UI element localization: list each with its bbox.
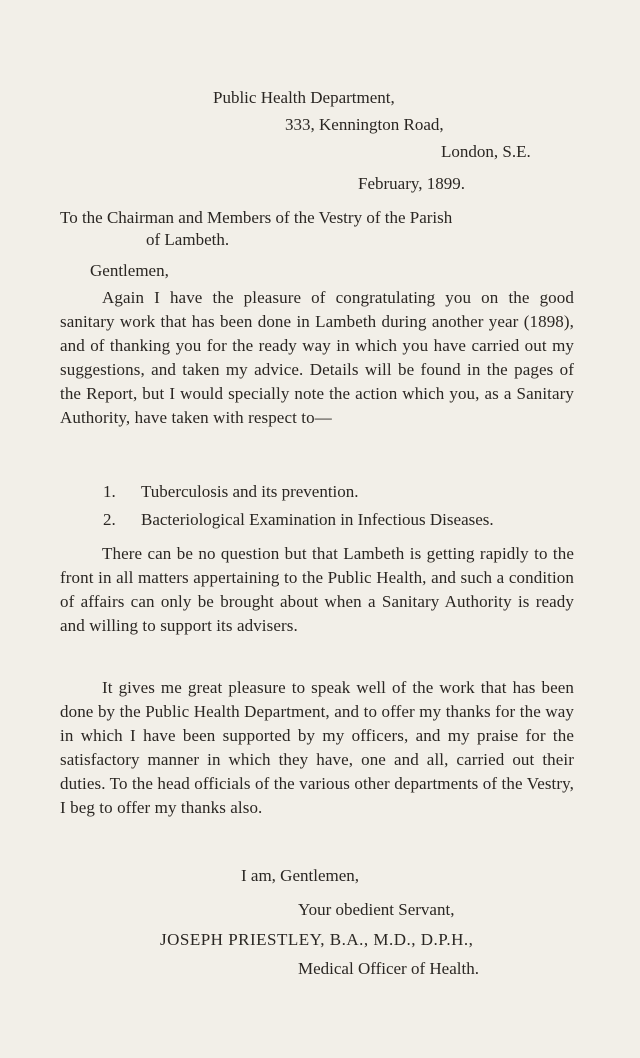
addressee-line-2: of Lambeth. bbox=[146, 230, 230, 249]
salutation: Gentlemen, bbox=[90, 261, 169, 280]
list-item bbox=[103, 508, 494, 532]
signature-title: Medical Officer of Health. bbox=[298, 959, 479, 978]
paragraph-congratulations: Again I have the pleasure of congratulating you on the good sanitary work that has been done in Lambeth during another year (1898), and of thanking you for the ready way in which you have carried out my suggestions, and taken my advice. Details will be found in the pages of the Report, but I would specially note the action which you, as a Sanitary Authority, have taken with respect to— bbox=[60, 288, 574, 427]
closing-line-2: Your obedient Servant, bbox=[298, 900, 455, 919]
list-item-text: Bacteriological Examination in Infectious Diseases. bbox=[141, 510, 494, 529]
letter-date: February, 1899. bbox=[358, 174, 466, 193]
list-item-number: 2. bbox=[103, 510, 116, 529]
address-line-city: London, S.E. bbox=[441, 142, 531, 161]
address-line-department: Public Health Department, bbox=[213, 88, 395, 107]
signature-name: JOSEPH PRIESTLEY, B.A., M.D., D.P.H., bbox=[160, 930, 474, 949]
addressee-line-1: To the Chairman and Members of the Vestry of the Parish bbox=[60, 208, 453, 227]
list-item-text: Tuberculosis and its prevention. bbox=[141, 482, 359, 501]
list-item-number: 1. bbox=[103, 482, 116, 501]
list-item bbox=[103, 480, 359, 504]
paragraph-progress: There can be no question but that Lambeth is getting rapidly to the front in all matters appertaining to the Public Health, and such a condition of affairs can only be brought about when a Sanitary Authority is ready and willing to support its advisers. bbox=[60, 544, 574, 635]
address-line-street: 333, Kennington Road, bbox=[285, 115, 444, 134]
closing-line-1: I am, Gentlemen, bbox=[241, 866, 360, 885]
paragraph-thanks: It gives me great pleasure to speak well of the work that has been done by the Public Health Department, and to offer my thanks for the way in which I have been supported by my officers, and my praise for the satisfactory manner in which they have, one and all, carried out their duties. To the head officials of the various other departments of the Vestry, I beg to offer my thanks also. bbox=[60, 678, 574, 817]
